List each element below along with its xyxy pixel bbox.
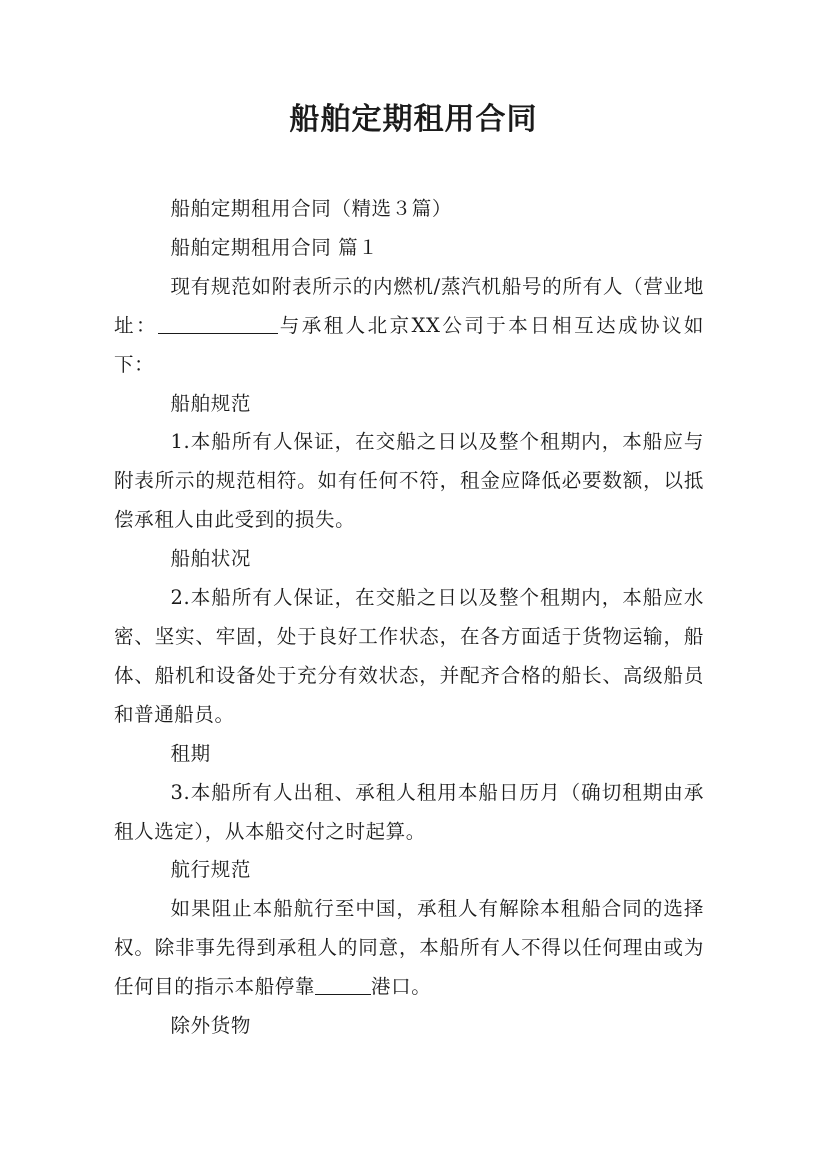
port-blank [315, 975, 371, 996]
clause-1: 1.本船所有人保证，在交船之日以及整个租期内，本船应与附表所示的规范相符。如有任何不符，租金应降低必要数额，以抵偿承租人由此受到的损失。 [114, 430, 704, 532]
intro-text-end: 与承租人北京XX公司于本日相互达成协议如下： [114, 313, 705, 376]
heading-charter-period: 租期 [170, 741, 211, 765]
clause-3: 3.本船所有人出租、承租人租用本船日历月（确切租期由承租人选定），从本船交付之时起算。 [114, 780, 704, 843]
heading-navigation: 航行规范 [170, 858, 251, 882]
document-body [114, 190, 704, 1046]
heading-ship-condition: 船舶状况 [170, 547, 251, 571]
intro-paragraph [114, 268, 704, 385]
clause-4 [114, 890, 704, 1007]
clause-4-text-end: 港口。 [371, 975, 432, 999]
document-subtitle: 船舶定期租用合同（精选３篇） [170, 197, 452, 220]
heading-ship-specs: 船舶规范 [170, 391, 251, 415]
section-title: 船舶定期租用合同 篇１ [170, 235, 379, 259]
heading-excluded-cargo: 除外货物 [170, 1014, 251, 1038]
clause-4-text-start: 如果阻止本船航行至中国，承租人有解除本租船合同的选择权。除非事先得到承租人的同意，本船所有人不得以任何理由或为任何目的指示本船停靠 [114, 897, 704, 999]
address-blank [158, 313, 278, 334]
clause-2: 2.本船所有人保证，在交船之日以及整个租期内，本船应水密、坚实、牢固，处于良好工作状态，在各方面适于货物运输，船体、船机和设备处于充分有效状态，并配齐合格的船长、高级船员和普通船员。 [114, 586, 704, 726]
intro-text-start: 现有规范如附表所示的内燃机/蒸汽机船号的所有人（营业地址： [114, 274, 704, 337]
document-title: 船舶定期租用合同 [289, 102, 538, 137]
